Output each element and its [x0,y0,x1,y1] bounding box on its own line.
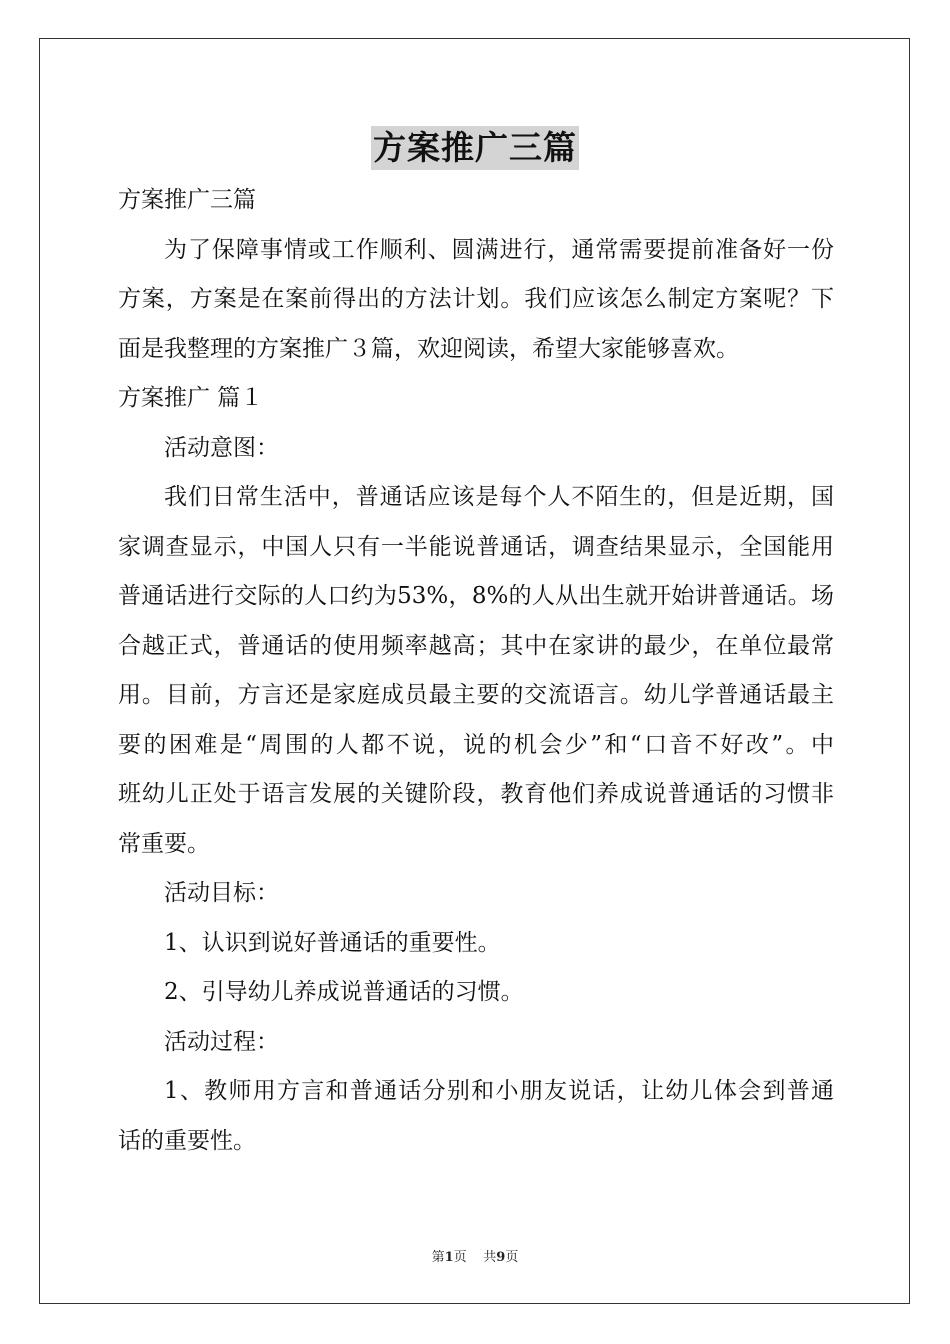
text-line: 活动过程： [164,1028,279,1055]
text-line: 合越正式，普通话的使用频率越高；其中在家讲的最少，在单位最常 [118,632,834,659]
text-line: 方案推广三篇 [118,187,256,213]
text-line: 方案，方案是在案前得出的方法计划。我们应该怎么制定方案呢？下 [118,286,834,312]
text-line: 家调查显示，中国人只有一半能说普通话，调查结果显示，全国能用 [118,533,834,560]
text-line: 我们日常生活中，普通话应该是每个人不陌生的，但是近期，国 [164,484,834,510]
text-line: 用。目前，方言还是家庭成员最主要的交流语言。幼儿学普通话最主 [118,682,834,708]
text-line: 活动意图： [164,434,279,461]
document-body [118,176,834,1166]
text-line: 2、引导幼儿养成说普通话的习惯。 [164,979,524,1005]
document-title: 方案推广三篇 [371,126,579,170]
text-line: 为了保障事情或工作顺利、圆满进行，通常需要提前准备好一份 [164,236,834,263]
text-line: 活动目标： [164,880,279,906]
page-current: 1 [444,1250,454,1265]
page-suffix: 页 [453,1250,467,1265]
total-suffix: 页 [505,1250,519,1265]
total-prefix: 共 [483,1250,497,1265]
page-total: 9 [496,1250,506,1265]
title-wrap [0,126,950,170]
text-line: 1、教师用方言和普通话分别和小朋友说话，让幼儿体会到普通 [164,1078,834,1104]
text-line: 面是我整理的方案推广３篇，欢迎阅读，希望大家能够喜欢。 [118,335,739,362]
page-prefix: 第 [431,1250,445,1265]
text-line: 要的困难是“周围的人都不说，说的机会少”和“口音不好改”。中 [118,731,834,758]
text-line: 班幼儿正处于语言发展的关键阶段，教育他们养成说普通话的习惯非 [118,781,834,807]
text-line: 普通话进行交际的人口约为53%，8%的人从出生就开始讲普通话。场 [118,583,834,609]
text-line: 方案推广 篇１ [118,385,264,411]
text-line: 常重要。 [118,830,210,857]
text-line: 1、认识到说好普通话的重要性。 [164,929,501,956]
text-line: 话的重要性。 [118,1127,256,1154]
page-footer [0,1246,950,1265]
